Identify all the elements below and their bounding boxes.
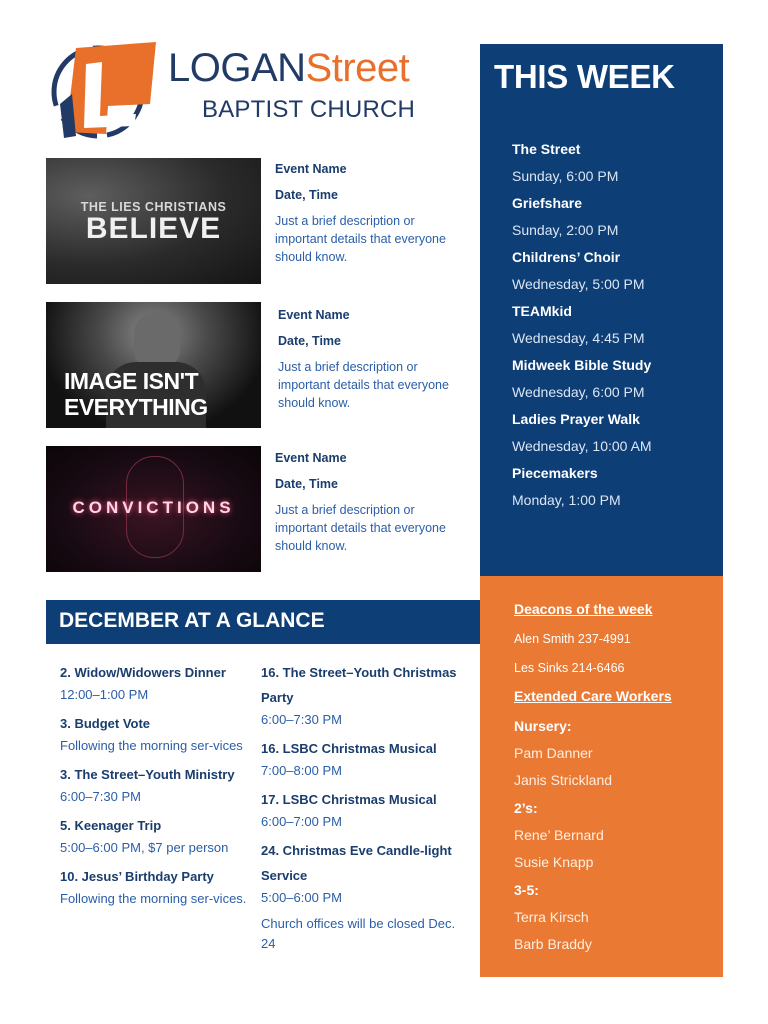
event-details xyxy=(275,449,470,555)
this-week-panel xyxy=(480,44,723,576)
event-name: Event Name xyxy=(275,451,347,465)
list-item-name: TEAMkid xyxy=(512,303,572,319)
event-name: Event Name xyxy=(275,162,347,176)
deacon-contact: Alen Smith 237-4991 xyxy=(514,632,631,646)
list-item-name: Childrens’ Choir xyxy=(512,249,621,265)
december-left-column xyxy=(60,660,260,915)
event-description: Just a brief description or important details that everyone should know. xyxy=(275,503,446,553)
event-image-image-isnt-everything xyxy=(46,302,261,428)
calendar-item-detail: Following the morning ser-vices xyxy=(60,738,243,753)
event-description: Just a brief description or important details that everyone should know. xyxy=(275,214,446,264)
event-date: Date, Time xyxy=(275,477,338,491)
this-week-title: THIS WEEK xyxy=(494,58,675,95)
deacons-care-panel xyxy=(480,576,723,977)
logo-subtitle: BAPTIST CHURCH xyxy=(202,96,416,123)
care-group-label: 3-5: xyxy=(514,882,539,898)
list-item-time: Wednesday, 6:00 PM xyxy=(512,384,645,400)
calendar-item-detail: 7:00–8:00 PM xyxy=(261,763,342,778)
list-item-name: Midweek Bible Study xyxy=(512,357,652,373)
event-image-title: EVERYTHING xyxy=(64,394,208,420)
care-worker-name: Susie Knapp xyxy=(514,854,594,870)
december-right-column xyxy=(261,660,461,960)
list-item-name: Griefshare xyxy=(512,195,583,211)
event-image-caption: THE LIES CHRISTIANS xyxy=(80,200,227,214)
list-item-time: Sunday, 2:00 PM xyxy=(512,222,619,238)
event-description: Just a brief description or important details that everyone should know. xyxy=(278,360,449,410)
calendar-item-title: 10. Jesus’ Birthday Party xyxy=(60,869,214,884)
event-image-caption: IMAGE ISN'T xyxy=(64,368,199,394)
care-workers-heading: Extended Care Workers xyxy=(514,688,672,704)
calendar-item-title: 2. Widow/Widowers Dinner xyxy=(60,665,226,680)
event-name: Event Name xyxy=(278,308,350,322)
list-item-name: Ladies Prayer Walk xyxy=(512,411,640,427)
portrait-figure xyxy=(134,312,180,368)
list-item-time: Sunday, 6:00 PM xyxy=(512,168,619,184)
care-worker-name: Pam Danner xyxy=(514,745,593,761)
december-title: DECEMBER AT A GLANCE xyxy=(59,609,325,632)
care-worker-name: Rene’ Bernard xyxy=(514,827,604,843)
calendar-item-detail: 5:00–6:00 PM xyxy=(261,890,342,905)
care-worker-name: Terra Kirsch xyxy=(514,909,589,925)
logo-emblem-icon xyxy=(46,34,166,146)
list-item-time: Wednesday, 5:00 PM xyxy=(512,276,645,292)
logo-brand-name: LOGANStreet xyxy=(168,46,410,90)
event-date: Date, Time xyxy=(275,188,338,202)
deacons-heading: Deacons of the week xyxy=(514,601,653,617)
care-group-label: 2’s: xyxy=(514,800,538,816)
list-item-time: Monday, 1:00 PM xyxy=(512,492,621,508)
list-item-time: Wednesday, 4:45 PM xyxy=(512,330,645,346)
calendar-item-detail: Church offices will be closed Dec. 24 xyxy=(261,916,456,951)
calendar-item-detail: Following the morning ser-vices. xyxy=(60,891,247,906)
calendar-item-title: 16. The Street–Youth Christmas Party xyxy=(261,665,457,705)
event-image-title: BELIEVE xyxy=(85,212,222,245)
calendar-item-detail: 5:00–6:00 PM, $7 per person xyxy=(60,840,229,855)
event-image-lies-christians-believe xyxy=(46,158,261,284)
care-worker-name: Barb Braddy xyxy=(514,936,592,952)
calendar-item-title: 3. Budget Vote xyxy=(60,716,151,731)
deacon-contact: Les Sinks 214-6466 xyxy=(514,661,625,675)
church-logo xyxy=(46,34,446,146)
calendar-item-detail: 6:00–7:30 PM xyxy=(60,789,141,804)
calendar-item-detail: 6:00–7:00 PM xyxy=(261,814,342,829)
event-date: Date, Time xyxy=(278,334,341,348)
event-details xyxy=(275,160,470,266)
event-image-convictions xyxy=(46,446,261,572)
event-details xyxy=(278,306,473,412)
calendar-item-title: 17. LSBC Christmas Musical xyxy=(261,792,437,807)
december-banner xyxy=(46,600,480,644)
care-group-label: Nursery: xyxy=(514,718,572,734)
this-week-list xyxy=(512,140,717,518)
calendar-item-title: 24. Christmas Eve Candle-light Service xyxy=(261,843,452,883)
list-item-name: The Street xyxy=(512,141,581,157)
list-item-time: Wednesday, 10:00 AM xyxy=(512,438,652,454)
calendar-item-title: 16. LSBC Christmas Musical xyxy=(261,741,437,756)
list-item-name: Piecemakers xyxy=(512,465,598,481)
calendar-item-title: 5. Keenager Trip xyxy=(60,818,162,833)
calendar-item-detail: 6:00–7:30 PM xyxy=(261,712,342,727)
calendar-item-detail: 12:00–1:00 PM xyxy=(60,687,149,702)
care-worker-name: Janis Strickland xyxy=(514,772,613,788)
event-image-title: CONVICTIONS xyxy=(72,498,235,517)
calendar-item-title: 3. The Street–Youth Ministry xyxy=(60,767,235,782)
